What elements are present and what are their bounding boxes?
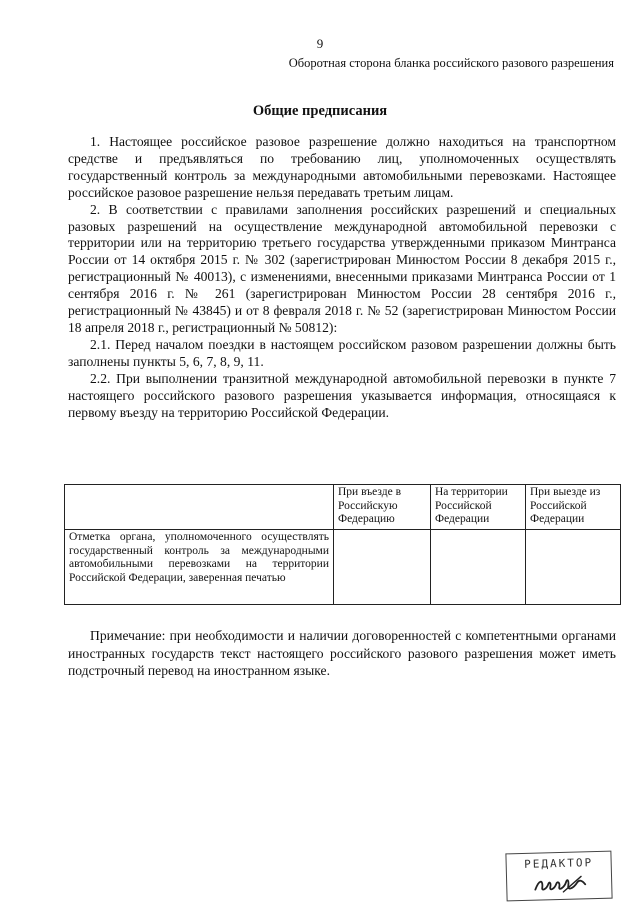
table-cell-exit xyxy=(526,530,621,605)
table-cell-entry xyxy=(334,530,431,605)
table-header-entry: При въезде в Российскую Федерацию xyxy=(334,485,431,530)
stamp-label: РЕДАКТОР xyxy=(524,856,594,871)
table-header-empty xyxy=(65,485,334,530)
form-subtitle: Оборотная сторона бланка российского разового разрешения xyxy=(288,56,614,70)
control-marks-table xyxy=(64,484,621,605)
editor-stamp xyxy=(505,851,612,902)
table-header-row xyxy=(65,485,621,530)
table-cell-territory xyxy=(431,530,526,605)
paragraph-2-2: 2.2. При выполнении транзитной международной автомобильной перевозки в пункте 7 настоящего российского разового разрешения указывается информация, относящаяся к первому въезду на территорию Российской Федерации. xyxy=(68,370,616,420)
table-row-label: Отметка органа, уполномоченного осуществлять государственный контроль за международными автомобильными перевозками на территории Российской Федерации, заверенная печатью xyxy=(65,530,334,605)
document-body xyxy=(68,134,616,421)
footnote: Примечание: при необходимости и наличии договоренностей с компетентными органами иностранных государств текст настоящего российского разового разрешения может иметь подстрочный перевод на иностранном языке. xyxy=(68,628,616,678)
paragraph-2: 2. В соответствии с правилами заполнения российских разрешений и специальных разовых разрешений на осуществление международной автомобильной перевозки с территории или на территорию третьего государства утвержденными приказом Минтранса России от 14 октября 2015 г. № 302 (зарегистрирован Минюстом России 8 декабря 2015 г., регистрационный № 40013), с изменениями, внесенными приказами Минтранса России от 1 сентября 2016 г. № 261 (зарегистрирован Минюстом России 28 сентября 2016 г., регистрационный № 43845) и от 8 февраля 2018 г. № 52 (зарегистрирован Минюстом России 18 апреля 2018 г., регистрационный № 50812): xyxy=(68,201,616,335)
table-row xyxy=(65,530,621,605)
table-header-territory: На территории Российской Федерации xyxy=(431,485,526,530)
page-number: 9 xyxy=(316,36,324,51)
paragraph-2-1: 2.1. Перед началом поездки в настоящем российском разовом разрешении должны быть заполнены пункты 5, 6, 7, 8, 9, 11. xyxy=(68,336,616,369)
section-heading: Общие предписания xyxy=(252,103,388,119)
table-header-exit: При выезде из Российской Федерации xyxy=(526,485,621,530)
signature-icon xyxy=(533,872,590,895)
paragraph-1: 1. Настоящее российское разовое разрешение должно находиться на транспортном средстве и предъявляться по требованию лиц, уполномоченных осуществлять государственный контроль за международными автомобильными перевозками. Настоящее российское разовое разрешение нельзя передавать третьим лицам. xyxy=(68,134,616,200)
